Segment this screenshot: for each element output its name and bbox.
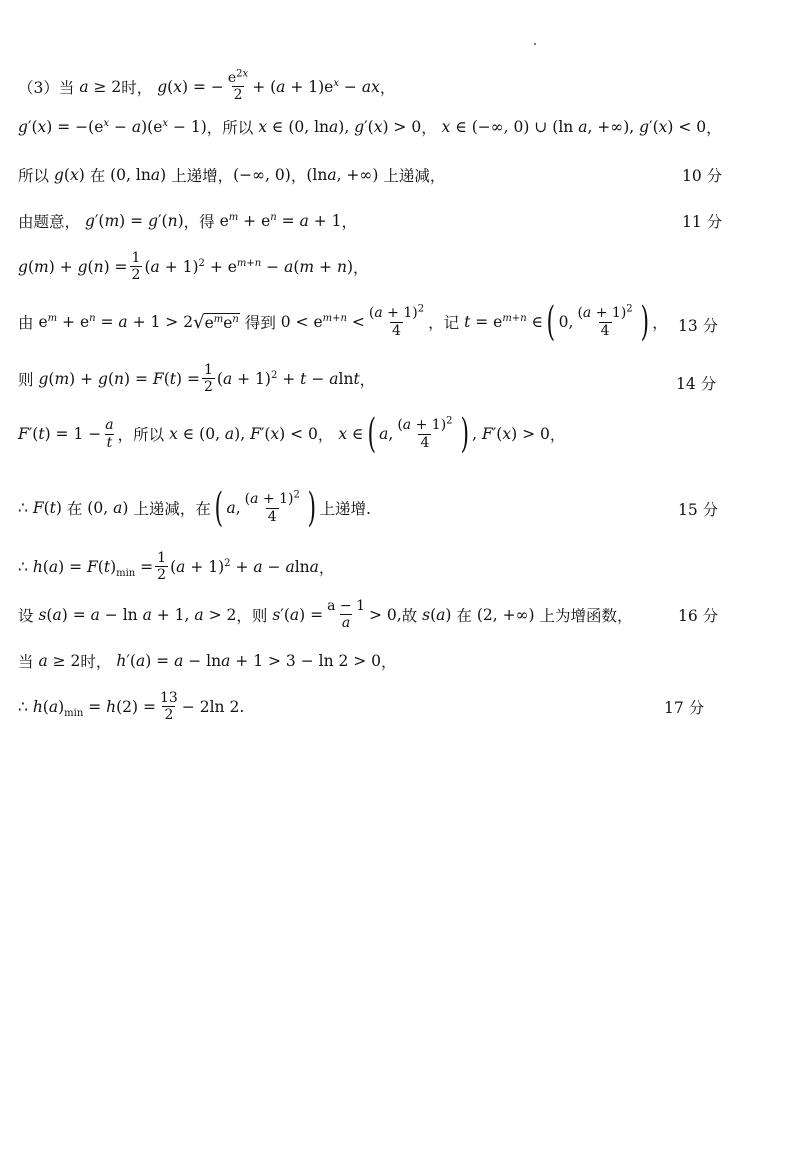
score-mark: 15 分	[678, 501, 719, 519]
solution-line-11: 设 s(a) = a − ln a + 1, a > 2 ， 则 s′(a) = $\frac{a - 1}{a}$ > 0, 故 s(a) 在 (2, +∞) 上为增函数，	[18, 598, 633, 632]
solution-line-4: 由题意， g′(m) = g′(n) ， 得 $e^m + e^n = a + 1$ ，	[18, 211, 358, 231]
solution-line-10: ∴ $h(a) = F(t)_{min}$ = $\frac{1}{2}$ $(a + 1)^2 + a - alna$ ，	[18, 550, 335, 584]
score-mark: 16 分	[678, 607, 719, 625]
solution-line-5: g(m) + g(n) = $\frac{1}{2}$ $(a + 1)^2 + e^{m+n} - a(m + n)$ ，	[18, 250, 369, 284]
part-label: （3）当	[18, 78, 75, 97]
solution-line-3: 所以 g(x) 在 (0, lna) 上递增， (−∞, 0) ， (lna, +∞) 上递减，	[18, 166, 446, 185]
score-mark: 13 分	[678, 317, 719, 335]
score-mark: 14 分	[676, 375, 717, 393]
solution-line-6: 由 $e^m + e^n = a + 1 > 2$ √ $e^me^n$ 得到 $0 < e^{m+n}$ < $\frac{(a + 1)^2}{4}$ ， 记 $t = e^{m+n}$ ∈ ( 0, $\frac{(a + 1)^2}{4}$ ) ，	[18, 299, 668, 345]
solution-line-8: F′(t) = 1 − $\frac{a}{t}$ ， 所以 x ∈ (0, a), F′(x) < 0 ， x ∈ ( a, $\frac{(a + 1)^2}{4}$ ) , F′(x) > 0 ，	[18, 411, 566, 457]
solution-line-12: 当 a ≥ 2 时， h′(a) = a − lna + 1 > 3 − ln 2 > 0 ，	[18, 652, 397, 671]
fraction: $\frac{e^{2x}}{2}$	[227, 68, 249, 104]
solution-line-1: （3）当 a ≥ 2 时， g(x) = − $\frac{e^{2x}}{2}$ + $(a + 1)e^x$ − ax ，	[18, 68, 396, 104]
solution-line-2: $g'(x) = -(e^x - a)(e^x - 1)$ ， 所以 x ∈ (0, lna), g′(x) > 0 ， x ∈ (−∞, 0) ∪ (ln a, +∞), g′(x) < 0 ，	[18, 117, 722, 137]
solution-line-9: ∴ F(t) 在 (0, a) 上递减，在 ( a, $\frac{(a + 1)^2}{4}$ ) 上递增.	[18, 485, 371, 531]
solution-line-13: ∴ $h(a)_{min} = h(2)$ = $\frac{13}{2}$ − 2ln 2.	[18, 690, 245, 724]
solution-line-7: 则 g(m) + g(n) = F(t) = $\frac{1}{2}$ $(a + 1)^2 + t - alnt$ ，	[18, 362, 376, 396]
score-mark: 10 分	[682, 167, 723, 185]
score-mark: 17 分	[664, 699, 705, 717]
score-mark: 11 分	[682, 213, 723, 231]
stray-dot	[534, 43, 536, 45]
